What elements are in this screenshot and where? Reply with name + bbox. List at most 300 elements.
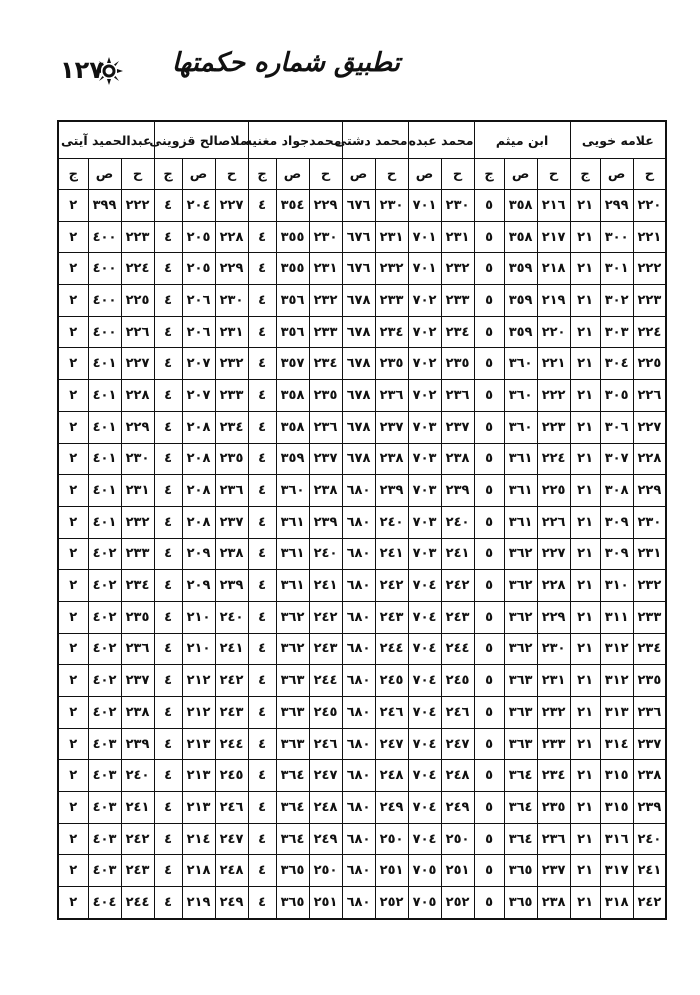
table-row xyxy=(58,316,666,348)
table-cell: ٦٧٦ xyxy=(342,253,375,285)
table-cell: ٢٩٩ xyxy=(600,190,633,222)
table-row xyxy=(58,538,666,570)
table-cell: ٤ xyxy=(248,221,276,253)
table-cell: ٣٦٣ xyxy=(276,697,309,729)
table-cell: ٣٦٥ xyxy=(276,887,309,919)
table-cell: ٣٥٨ xyxy=(276,411,309,443)
table-cell: ٢٠٨ xyxy=(182,475,215,507)
table-cell: ٦٧٦ xyxy=(342,190,375,222)
source-header: محمدجواد مغنيه xyxy=(248,121,342,159)
table-cell: ٧٠٤ xyxy=(408,792,441,824)
table-cell: ٤ xyxy=(248,380,276,412)
table-cell: ٢ xyxy=(58,665,88,697)
table-cell: ٤٠٢ xyxy=(88,570,121,602)
table-cell: ٣٦٠ xyxy=(504,411,537,443)
table-cell: ٦٧٨ xyxy=(342,411,375,443)
table-cell: ٣٦٤ xyxy=(276,823,309,855)
source-header: محمد دشتى xyxy=(342,121,408,159)
subheader-cell: ح xyxy=(537,159,570,190)
table-cell: ٢١٢ xyxy=(182,697,215,729)
table-cell: ٢٤٦ xyxy=(215,792,248,824)
table-cell: ٤ xyxy=(154,601,182,633)
table-cell: ٧٠٢ xyxy=(408,348,441,380)
table-row xyxy=(58,887,666,919)
table-cell: ٤٠٠ xyxy=(88,253,121,285)
table-cell: ٦٨٠ xyxy=(342,633,375,665)
table-cell: ٤ xyxy=(154,823,182,855)
table-cell: ٣٥٩ xyxy=(276,443,309,475)
table-cell: ٣٠٨ xyxy=(600,475,633,507)
table-cell: ٦٨٠ xyxy=(342,855,375,887)
table-cell: ٢٤٧ xyxy=(309,760,342,792)
table-cell: ٤ xyxy=(248,792,276,824)
table-cell: ٧٠٣ xyxy=(408,411,441,443)
table-cell: ٢١ xyxy=(570,855,600,887)
subheader-cell: ح xyxy=(441,159,474,190)
table-cell: ٢٣٩ xyxy=(121,728,154,760)
table-cell: ٣٠١ xyxy=(600,253,633,285)
table-cell: ٢٣٠ xyxy=(309,221,342,253)
table-cell: ٢٤٠ xyxy=(309,538,342,570)
table-cell: ٤٠١ xyxy=(88,380,121,412)
table-cell: ٢٤٣ xyxy=(375,601,408,633)
table-cell: ٢٤٥ xyxy=(375,665,408,697)
table-cell: ٦٧٦ xyxy=(342,221,375,253)
table-cell: ٢٣١ xyxy=(441,221,474,253)
table-cell: ٣٦٤ xyxy=(276,792,309,824)
table-cell: ٢٤٧ xyxy=(375,728,408,760)
table-cell: ٢٣٥ xyxy=(309,380,342,412)
table-cell: ٣٠٢ xyxy=(600,285,633,317)
table-cell: ٢٢٩ xyxy=(121,411,154,443)
table-cell: ٦٨٠ xyxy=(342,728,375,760)
table-cell: ٢٣٩ xyxy=(309,506,342,538)
table-cell: ٢١٨ xyxy=(537,253,570,285)
table-cell: ٢٢٨ xyxy=(121,380,154,412)
table-cell: ٣٩٩ xyxy=(88,190,121,222)
table-cell: ٢١٩ xyxy=(537,285,570,317)
table-cell: ٢ xyxy=(58,855,88,887)
page-number: ١٢٧ xyxy=(60,56,104,84)
table-cell: ٢٢٢ xyxy=(121,190,154,222)
table-cell: ٢١٣ xyxy=(182,728,215,760)
table-cell: ٣١١ xyxy=(600,601,633,633)
table-cell: ٢٢٥ xyxy=(537,475,570,507)
table-cell: ٣٦١ xyxy=(276,570,309,602)
table-cell: ٥ xyxy=(474,538,504,570)
table-cell: ٣١٨ xyxy=(600,887,633,919)
table-cell: ٧٠٤ xyxy=(408,570,441,602)
table-cell: ٤ xyxy=(154,506,182,538)
table-cell: ٢٣٧ xyxy=(633,728,666,760)
table-cell: ٢٥٠ xyxy=(309,855,342,887)
table-cell: ٤ xyxy=(248,285,276,317)
table-cell: ٢٢٦ xyxy=(121,316,154,348)
table-cell: ٢٥١ xyxy=(309,887,342,919)
table-cell: ٢٢٢ xyxy=(633,253,666,285)
table-cell: ٤ xyxy=(248,316,276,348)
table-cell: ٤ xyxy=(154,190,182,222)
table-cell: ٤ xyxy=(154,633,182,665)
table-cell: ٧٠٤ xyxy=(408,633,441,665)
table-cell: ٢٣٠ xyxy=(375,190,408,222)
table-cell: ٢٣٦ xyxy=(309,411,342,443)
table-cell: ٢٣٤ xyxy=(441,316,474,348)
table-cell: ٢٣٣ xyxy=(441,285,474,317)
table-cell: ٦٧٨ xyxy=(342,316,375,348)
table-cell: ٦٨٠ xyxy=(342,665,375,697)
page-header xyxy=(60,40,400,100)
table-cell: ٦٨٠ xyxy=(342,506,375,538)
table-cell: ٢٤١ xyxy=(441,538,474,570)
table-cell: ٤ xyxy=(248,443,276,475)
table-row xyxy=(58,823,666,855)
table-cell: ٤٠٣ xyxy=(88,728,121,760)
table-cell: ٥ xyxy=(474,665,504,697)
table-cell: ٢٣٧ xyxy=(309,443,342,475)
subheader-cell: ح xyxy=(633,159,666,190)
table-cell: ٢١ xyxy=(570,792,600,824)
table-cell: ٤٠٢ xyxy=(88,697,121,729)
table-cell: ٤ xyxy=(154,538,182,570)
table-cell: ٧٠٣ xyxy=(408,443,441,475)
table-cell: ٢٤٤ xyxy=(375,633,408,665)
table-cell: ٢١ xyxy=(570,411,600,443)
table-cell: ٧٠٤ xyxy=(408,601,441,633)
table-cell: ٢٣٧ xyxy=(121,665,154,697)
table-cell: ٢٤٣ xyxy=(309,633,342,665)
table-cell: ٣١٥ xyxy=(600,792,633,824)
table-cell: ٢٣٦ xyxy=(633,697,666,729)
table-cell: ٤ xyxy=(154,411,182,443)
subheader-cell: ص xyxy=(504,159,537,190)
table-cell: ٢٣٢ xyxy=(375,253,408,285)
table-cell: ٢١ xyxy=(570,348,600,380)
table-cell: ٣٠٧ xyxy=(600,443,633,475)
table-cell: ٤٠٠ xyxy=(88,316,121,348)
table-cell: ٢٣٠ xyxy=(215,285,248,317)
table-cell: ٤ xyxy=(248,887,276,919)
table-cell: ٢ xyxy=(58,348,88,380)
table-cell: ٢٣٨ xyxy=(121,697,154,729)
table-cell: ٢٣٧ xyxy=(441,411,474,443)
table-cell: ٥ xyxy=(474,823,504,855)
table-cell: ٢٢٨ xyxy=(215,221,248,253)
table-cell: ٢٢٨ xyxy=(537,570,570,602)
table-cell: ٥ xyxy=(474,475,504,507)
table-cell: ٢ xyxy=(58,285,88,317)
table-cell: ٢١ xyxy=(570,665,600,697)
table-cell: ٢٢٣ xyxy=(633,285,666,317)
table-cell: ٢٣٤ xyxy=(121,570,154,602)
table-cell: ٢٢٣ xyxy=(537,411,570,443)
table-cell: ٤ xyxy=(154,760,182,792)
table-cell: ٥ xyxy=(474,728,504,760)
table-cell: ٢٠٥ xyxy=(182,221,215,253)
table-cell: ٦٨٠ xyxy=(342,475,375,507)
table-cell: ٢٢٧ xyxy=(215,190,248,222)
table-cell: ٤٠١ xyxy=(88,506,121,538)
table-cell: ٢١٢ xyxy=(182,665,215,697)
subheader-row xyxy=(58,159,666,190)
table-cell: ٤ xyxy=(154,855,182,887)
subheader-cell: ج xyxy=(58,159,88,190)
table-cell: ٢٣٥ xyxy=(375,348,408,380)
table-cell: ٤٠٠ xyxy=(88,285,121,317)
table-cell: ٢٤١ xyxy=(215,633,248,665)
table-cell: ٢٤٩ xyxy=(441,792,474,824)
subheader-cell: ح xyxy=(309,159,342,190)
table-cell: ٢٤٧ xyxy=(215,823,248,855)
table-cell: ٥ xyxy=(474,855,504,887)
table-cell: ٢٣٣ xyxy=(375,285,408,317)
table-cell: ٥ xyxy=(474,253,504,285)
table-cell: ٧٠٢ xyxy=(408,380,441,412)
table-cell: ٣٦٠ xyxy=(504,348,537,380)
source-header-row xyxy=(58,121,666,159)
table-cell: ٢٤٢ xyxy=(375,570,408,602)
table-cell: ٢٢٩ xyxy=(215,253,248,285)
table-cell: ٢١ xyxy=(570,221,600,253)
table-cell: ٣٠٩ xyxy=(600,538,633,570)
page-title: تطبيق شماره حكمتها xyxy=(171,48,400,78)
table-cell: ٢٢٩ xyxy=(309,190,342,222)
table-cell: ٢٢٣ xyxy=(121,221,154,253)
table-row xyxy=(58,348,666,380)
table-cell: ٣٥٦ xyxy=(276,285,309,317)
table-cell: ٤ xyxy=(248,253,276,285)
table-cell: ٢١ xyxy=(570,570,600,602)
table-cell: ٤٠٢ xyxy=(88,601,121,633)
table-cell: ٢٣٠ xyxy=(633,506,666,538)
table-cell: ٣١٢ xyxy=(600,633,633,665)
table-cell: ٤ xyxy=(248,411,276,443)
table-cell: ٣٦١ xyxy=(504,506,537,538)
table-cell: ٣١٦ xyxy=(600,823,633,855)
table-cell: ٢١٤ xyxy=(182,823,215,855)
table-cell: ٢٣٣ xyxy=(215,380,248,412)
table-cell: ٦٨٠ xyxy=(342,601,375,633)
table-cell: ٣١٢ xyxy=(600,665,633,697)
table-cell: ٤ xyxy=(248,538,276,570)
table-cell: ٤ xyxy=(154,475,182,507)
table-cell: ٤ xyxy=(154,570,182,602)
table-cell: ٢٤٦ xyxy=(441,697,474,729)
table-row xyxy=(58,221,666,253)
table-cell: ٥ xyxy=(474,601,504,633)
table-cell: ٥ xyxy=(474,380,504,412)
table-cell: ٢٣٨ xyxy=(633,760,666,792)
table-cell: ٢٣٦ xyxy=(375,380,408,412)
table-cell: ٢٣٥ xyxy=(633,665,666,697)
table-cell: ٥ xyxy=(474,633,504,665)
subheader-cell: ص xyxy=(88,159,121,190)
table-cell: ٣٦١ xyxy=(276,538,309,570)
table-cell: ٣٥٤ xyxy=(276,190,309,222)
table-cell: ٤ xyxy=(248,823,276,855)
table-row xyxy=(58,506,666,538)
subheader-cell: ج xyxy=(154,159,182,190)
table-cell: ٥ xyxy=(474,760,504,792)
table-cell: ٥ xyxy=(474,285,504,317)
table-cell: ٢١ xyxy=(570,601,600,633)
table-cell: ٢٢٤ xyxy=(537,443,570,475)
table-cell: ٢٢٩ xyxy=(537,601,570,633)
table-cell: ٢٢٤ xyxy=(121,253,154,285)
table-cell: ٧٠١ xyxy=(408,221,441,253)
table-cell: ٢٢٧ xyxy=(121,348,154,380)
table-cell: ٢٤٨ xyxy=(215,855,248,887)
table-cell: ٣٦٠ xyxy=(276,475,309,507)
table-row xyxy=(58,665,666,697)
table-cell: ٢٤٤ xyxy=(215,728,248,760)
table-cell: ٢٤١ xyxy=(375,538,408,570)
table-cell: ٢ xyxy=(58,190,88,222)
table-cell: ٢٣٤ xyxy=(537,760,570,792)
table-cell: ٧٠٣ xyxy=(408,506,441,538)
subheader-cell: ص xyxy=(182,159,215,190)
table-cell: ٢١٣ xyxy=(182,792,215,824)
table-cell: ٢١٧ xyxy=(537,221,570,253)
table-cell: ٢ xyxy=(58,728,88,760)
table-cell: ٤ xyxy=(248,697,276,729)
table-cell: ٢٢٨ xyxy=(633,443,666,475)
table-cell: ٤ xyxy=(154,316,182,348)
table-cell: ٤ xyxy=(154,887,182,919)
table-cell: ٢٣٢ xyxy=(633,570,666,602)
table-row xyxy=(58,285,666,317)
table-cell: ٣٥٩ xyxy=(504,316,537,348)
table-cell: ٢ xyxy=(58,475,88,507)
source-header: محمد عبده xyxy=(408,121,474,159)
table-cell: ٢٣٣ xyxy=(537,728,570,760)
table-cell: ٣٠٥ xyxy=(600,380,633,412)
table-cell: ٤ xyxy=(248,348,276,380)
table-cell: ٢٣٤ xyxy=(215,411,248,443)
table-cell: ٢١ xyxy=(570,506,600,538)
table-cell: ٢٢٥ xyxy=(121,285,154,317)
table-cell: ٧٠٥ xyxy=(408,887,441,919)
subheader-cell: ص xyxy=(600,159,633,190)
table-cell: ٢ xyxy=(58,697,88,729)
table-row xyxy=(58,855,666,887)
table-cell: ٣٦٣ xyxy=(276,665,309,697)
table-cell: ٢٠٤ xyxy=(182,190,215,222)
table-cell: ٤ xyxy=(154,665,182,697)
table-cell: ٥ xyxy=(474,190,504,222)
table-cell: ٢٣٥ xyxy=(537,792,570,824)
table-cell: ٦٧٨ xyxy=(342,348,375,380)
table-cell: ٣٠٣ xyxy=(600,316,633,348)
table-cell: ٢٤٤ xyxy=(121,887,154,919)
table-cell: ٣٦٢ xyxy=(276,601,309,633)
table-cell: ٤ xyxy=(248,760,276,792)
table-cell: ٢٢٦ xyxy=(633,380,666,412)
table-cell: ٣٦٤ xyxy=(504,823,537,855)
table-cell: ٣٦٥ xyxy=(504,887,537,919)
table-cell: ٥ xyxy=(474,443,504,475)
table-cell: ٣٦١ xyxy=(504,475,537,507)
table-cell: ٧٠٤ xyxy=(408,728,441,760)
table-cell: ٢٣٦ xyxy=(537,823,570,855)
table-cell: ٤ xyxy=(248,855,276,887)
table-cell: ٢٤٤ xyxy=(309,665,342,697)
table-cell: ٢ xyxy=(58,506,88,538)
table-cell: ٢٢١ xyxy=(537,348,570,380)
table-cell: ٢٣٢ xyxy=(441,253,474,285)
table-cell: ٢٤٨ xyxy=(309,792,342,824)
table-cell: ٤٠٣ xyxy=(88,823,121,855)
source-header: عبدالحميد آيتى xyxy=(58,121,154,159)
table-cell: ٤٠٣ xyxy=(88,792,121,824)
table-cell: ٧٠٤ xyxy=(408,665,441,697)
source-header: ملاصالح قزوينى xyxy=(154,121,248,159)
table-cell: ٢٤٢ xyxy=(633,887,666,919)
table-cell: ٢٤٦ xyxy=(309,728,342,760)
table-cell: ٢ xyxy=(58,538,88,570)
table-cell: ٢٣٤ xyxy=(309,348,342,380)
table-cell: ٢٥٢ xyxy=(375,887,408,919)
table-cell: ٢١٦ xyxy=(537,190,570,222)
table-cell: ٢٣٣ xyxy=(121,538,154,570)
table-cell: ٢١٩ xyxy=(182,887,215,919)
table-cell: ٣٥٦ xyxy=(276,316,309,348)
table-cell: ٢٢١ xyxy=(633,221,666,253)
table-cell: ٢ xyxy=(58,411,88,443)
table-cell: ٤ xyxy=(154,253,182,285)
table-row xyxy=(58,697,666,729)
table-cell: ٦٨٠ xyxy=(342,792,375,824)
table-cell: ٢١ xyxy=(570,633,600,665)
table-cell: ٣٠٤ xyxy=(600,348,633,380)
table-cell: ٢٣٢ xyxy=(215,348,248,380)
table-cell: ٢٤٨ xyxy=(375,760,408,792)
table-cell: ٧٠٢ xyxy=(408,285,441,317)
table-cell: ٥ xyxy=(474,316,504,348)
table-cell: ٥ xyxy=(474,570,504,602)
table-cell: ٣٥٩ xyxy=(504,253,537,285)
table-cell: ٧٠١ xyxy=(408,190,441,222)
table-cell: ٢٣٨ xyxy=(441,443,474,475)
table-cell: ٢١ xyxy=(570,887,600,919)
table-cell: ٢٥٠ xyxy=(441,823,474,855)
table-row xyxy=(58,475,666,507)
table-cell: ٣١٤ xyxy=(600,728,633,760)
table-cell: ٣٦٥ xyxy=(504,855,537,887)
table-cell: ٤٠٠ xyxy=(88,221,121,253)
source-header: ابن ميثم xyxy=(474,121,570,159)
table-cell: ٢١ xyxy=(570,285,600,317)
table-cell: ٢٤٢ xyxy=(441,570,474,602)
table-cell: ٢ xyxy=(58,760,88,792)
table-cell: ٤٠٣ xyxy=(88,855,121,887)
table-cell: ٢٣٠ xyxy=(121,443,154,475)
table-cell: ٣٦٢ xyxy=(276,633,309,665)
table-cell: ٢ xyxy=(58,221,88,253)
table-cell: ٤٠٣ xyxy=(88,760,121,792)
table-cell: ٣٥٨ xyxy=(276,380,309,412)
table-cell: ٢٠٨ xyxy=(182,443,215,475)
table-cell: ٢٣٣ xyxy=(309,316,342,348)
table-cell: ٢٢٧ xyxy=(633,411,666,443)
table-row xyxy=(58,760,666,792)
table-cell: ٣١٠ xyxy=(600,570,633,602)
table-cell: ٢٤١ xyxy=(121,792,154,824)
table-cell: ٣٦٢ xyxy=(504,601,537,633)
table-cell: ٢١ xyxy=(570,316,600,348)
table-cell: ٢٢٧ xyxy=(537,538,570,570)
table-row xyxy=(58,633,666,665)
